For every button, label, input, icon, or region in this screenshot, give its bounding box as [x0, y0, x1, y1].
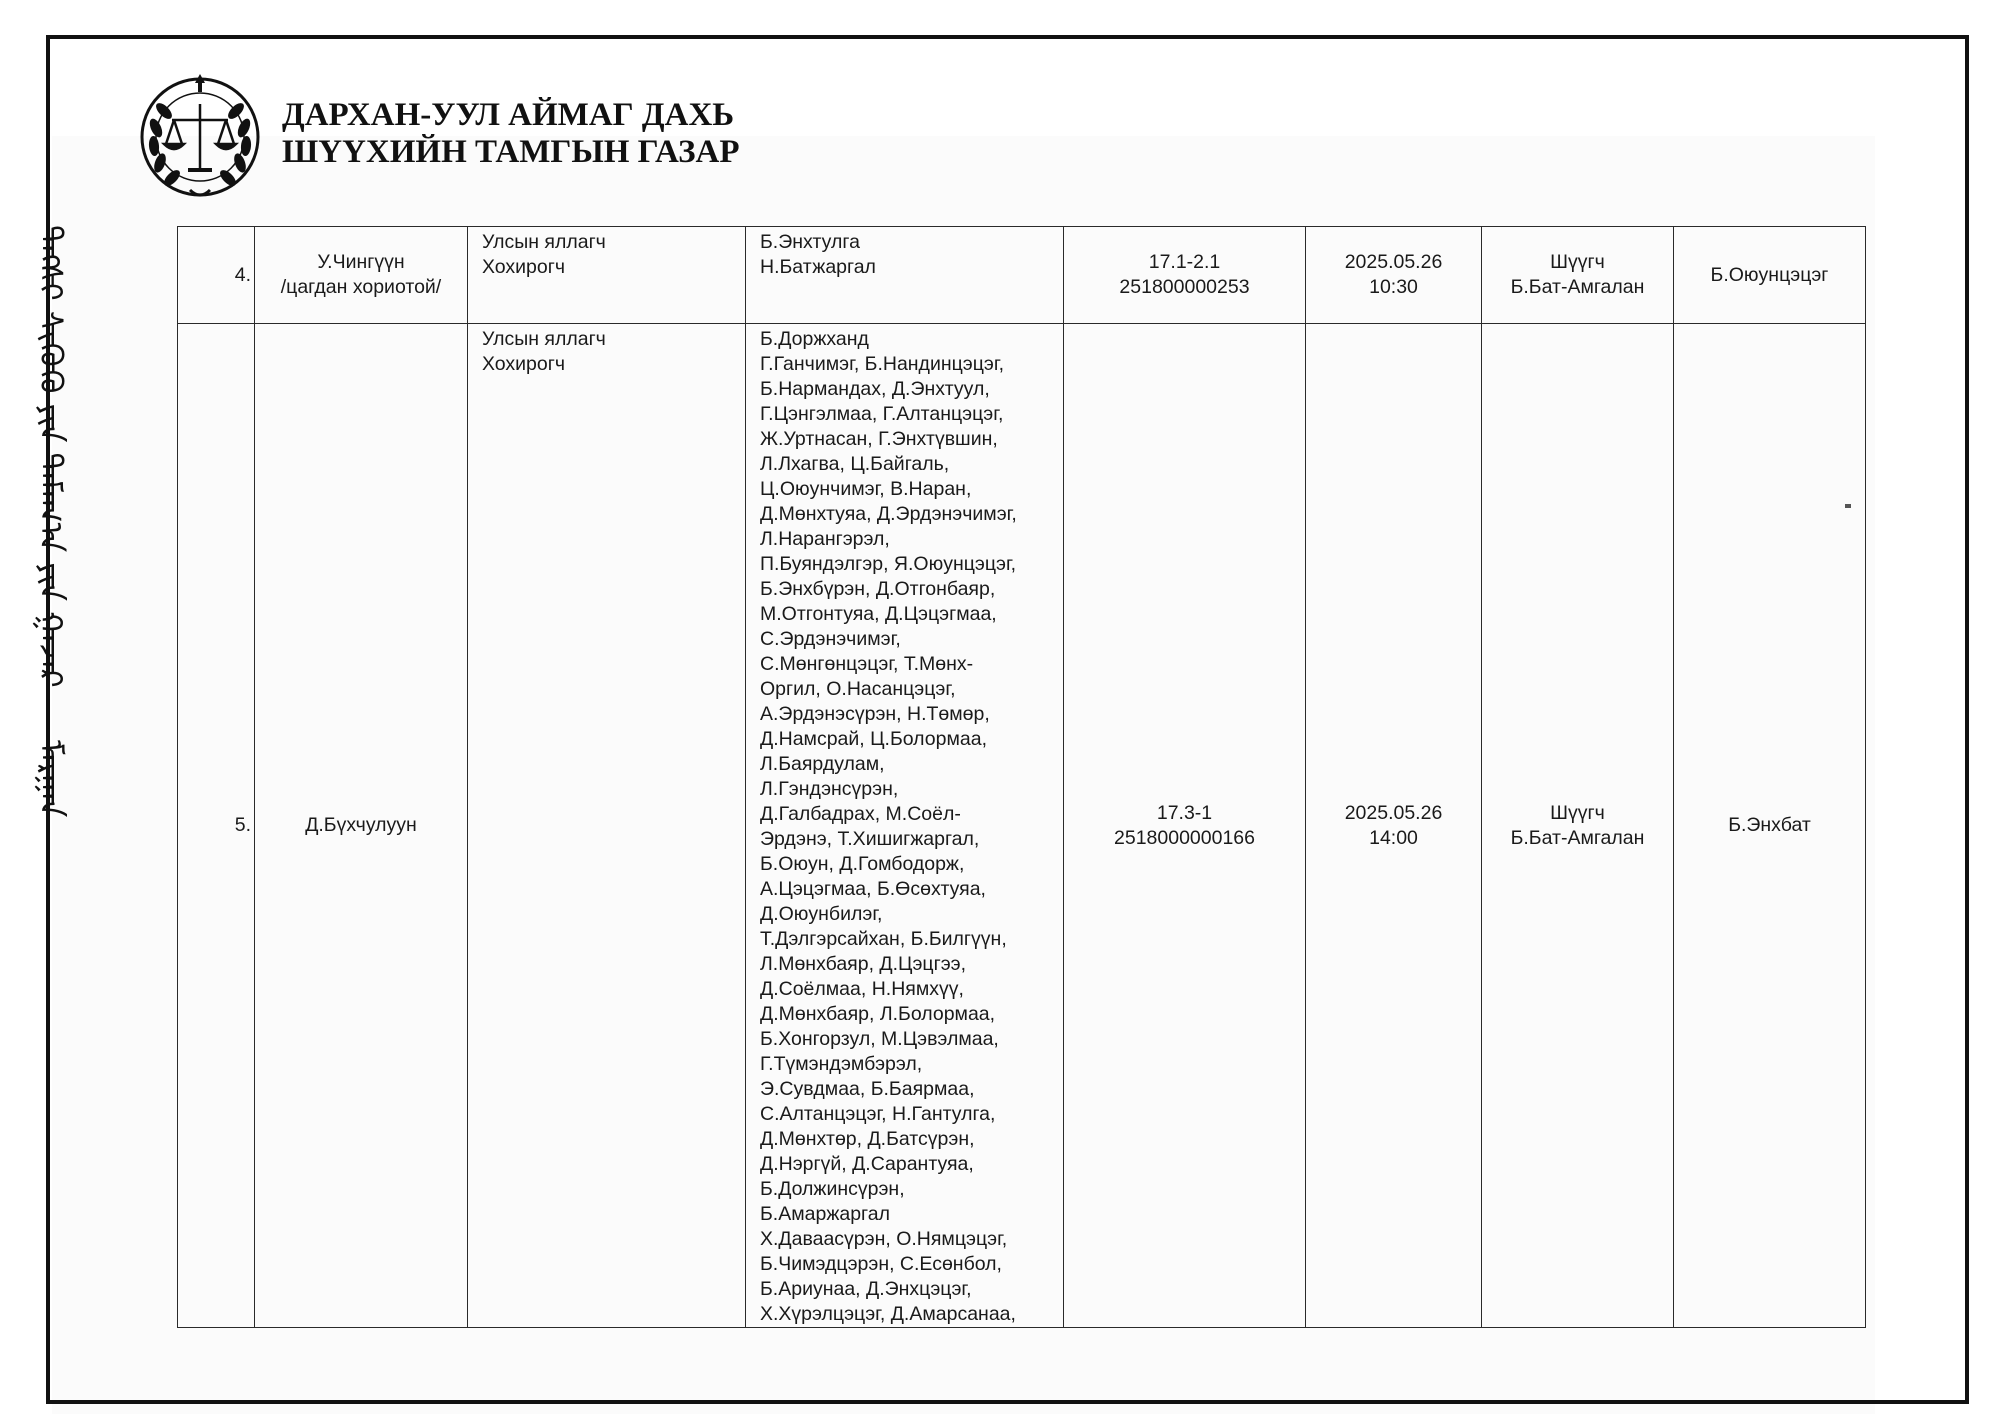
participant-line: Л.Баярдулам, — [760, 753, 885, 775]
hearing-time: 14:00 — [1369, 826, 1418, 849]
participant-line: С.Мөнгөнцэцэг, Т.Мөнх- — [760, 653, 974, 675]
participant-line: Г.Ганчимэг, Б.Нандинцэцэг, — [760, 353, 1004, 375]
mongolian-script-text: ᠲᠡᠭᠰᠢ ᠰᠢᠭᠦᠬᠦ ᠶᠢᠨ ᠲᠠᠮᠠᠭ᠎ᠠ ᠶᠢᠨ ᠭᠠᠵᠠᠷ — ᠮᠠᠷᠭᠠᠨ — [32, 225, 70, 818]
prosecutor-label: Улсын яллагч — [482, 328, 606, 350]
defendant-cell — [255, 324, 468, 1328]
participant-line: Д.Мөнхбаяр, Л.Болормаа, — [760, 1003, 996, 1025]
case-number: 251800000253 — [1119, 276, 1250, 298]
participant-line: Ц.Оюунчимэг, В.Наран, — [760, 478, 972, 500]
participant-line: Б.Чимэдцэрэн, С.Есөнбол, — [760, 1253, 1002, 1275]
participant-line: А.Цэцэгмаа, Б.Өсөхтуяа, — [760, 878, 986, 900]
judge-title: Шүүгч — [1550, 801, 1605, 824]
prosecutor-cell — [468, 324, 746, 1328]
participant-line: Б.Нармандах, Д.Энхтуул, — [760, 378, 990, 400]
participant-line: Б.Оюун, Д.Гомбодорж, — [760, 853, 965, 875]
judge-cell — [1482, 227, 1674, 324]
judge-title: Шүүгч — [1550, 251, 1605, 273]
law-article: 17.1-2.1 — [1148, 251, 1221, 273]
participant-line: Л.Нарангэрэл, — [760, 528, 890, 550]
participant-line: Эрдэнэ, Т.Хишигжаргал, — [760, 828, 980, 850]
defendant-name: Д.Бүхчулуун — [305, 814, 417, 836]
participant-line: Д.Галбадрах, М.Соёл- — [760, 803, 961, 825]
hearing-schedule-table — [177, 226, 1866, 1328]
law-article: 17.3-1 — [1156, 801, 1213, 824]
participant-line: Оргил, О.Насанцэцэг, — [760, 678, 956, 700]
row-number: 5. — [178, 324, 255, 1328]
secretary-cell — [1674, 324, 1866, 1328]
defendant-cell — [255, 227, 468, 324]
participant-line: Б.Доржханд — [760, 328, 869, 350]
participant-line: Н.Батжаргал — [760, 256, 876, 278]
participant-line: Л.Гэндэнсүрэн, — [760, 778, 899, 800]
hearing-datetime-cell — [1306, 324, 1482, 1328]
defendant-name: У.Чингүүн — [317, 251, 405, 273]
participant-line: Д.Соёлмаа, Н.Нямхүү, — [760, 978, 964, 1000]
court-title — [282, 97, 739, 171]
court-scales-emblem-icon — [138, 68, 262, 206]
secretary-name: Б.Оюунцэцэг — [1710, 263, 1829, 286]
participant-line: Г.Түмэндэмбэрэл, — [760, 1053, 923, 1075]
hearing-date: 2025.05.26 — [1344, 801, 1443, 824]
participant-line: Э.Сувдмаа, Б.Баярмаа, — [760, 1078, 975, 1100]
victim-label: Хохирогч — [482, 353, 566, 375]
prosecutor-cell — [468, 227, 746, 324]
table-row — [178, 227, 1866, 324]
participant-line: С.Эрдэнэчимэг, — [760, 628, 901, 650]
participant-line: Х.Хүрэлцэцэг, Д.Амарсанаа, — [760, 1303, 1016, 1325]
participant-line: Б.Ариунаа, Д.Энхцэцэг, — [760, 1278, 972, 1300]
participant-line: Б.Энхтулга — [760, 231, 860, 253]
court-title-line1: ДАРХАН-УУЛ АЙМАГ ДАХЬ — [282, 97, 735, 133]
participant-line: Б.Энхбүрэн, Д.Отгонбаяр, — [760, 578, 996, 600]
participant-line: Д.Намсрай, Ц.Болормаа, — [760, 728, 987, 750]
participant-line: А.Эрдэнэсүрэн, Н.Төмөр, — [760, 703, 990, 725]
participant-line: Л.Лхагва, Ц.Байгаль, — [760, 453, 950, 475]
hearing-date: 2025.05.26 — [1344, 251, 1443, 273]
defendant-status: /цагдан хориотой/ — [280, 276, 442, 298]
participant-line: Т.Дэлгэрсайхан, Б.Билгүүн, — [760, 928, 1007, 950]
participant-line: Д.Нэргүй, Д.Сарантуяа, — [760, 1153, 974, 1175]
prosecutor-label: Улсын яллагч — [482, 231, 606, 253]
participant-line: Б.Хонгорзул, М.Цэвэлмаа, — [760, 1028, 999, 1050]
judge-name: Б.Бат-Амгалан — [1510, 276, 1645, 298]
participant-line: Ж.Уртнасан, Г.Энхтүвшин, — [760, 428, 998, 450]
case-number-cell — [1064, 324, 1306, 1328]
case-number: 2518000000166 — [1114, 826, 1255, 849]
participant-line: Д.Мөнхтуяа, Д.Эрдэнэчимэг, — [760, 503, 1017, 525]
secretary-cell — [1674, 227, 1866, 324]
participant-line: Б.Должинсүрэн, — [760, 1178, 905, 1200]
participant-line: П.Буяндэлгэр, Я.Оюунцэцэг, — [760, 553, 1017, 575]
mongolian-script-margin — [26, 225, 76, 1145]
participant-line: Д.Оюунбилэг, — [760, 903, 883, 925]
secretary-name: Б.Энхбат — [1728, 814, 1811, 836]
participant-line: Д.Мөнхтөр, Д.Батсүрэн, — [760, 1128, 975, 1150]
judge-cell — [1482, 324, 1674, 1328]
case-number-cell — [1064, 227, 1306, 324]
victim-label: Хохирогч — [482, 256, 566, 278]
participants-cell — [746, 324, 1064, 1328]
hearing-time: 10:30 — [1369, 276, 1418, 298]
participant-line: М.Отгонтуяа, Д.Цэцэгмаа, — [760, 603, 997, 625]
participant-line: Г.Цэнгэлмаа, Г.Алтанцэцэг, — [760, 403, 1004, 425]
participant-line: Х.Даваасүрэн, О.Нямцэцэг, — [760, 1228, 1008, 1250]
court-title-line2: ШҮҮХИЙН ТАМГЫН ГАЗАР — [282, 134, 740, 170]
table-row — [178, 324, 1866, 1328]
judge-name: Б.Бат-Амгалан — [1510, 826, 1645, 849]
participant-line: Б.Амаржаргал — [760, 1203, 890, 1225]
participant-line: Л.Мөнхбаяр, Д.Цэцгээ, — [760, 953, 967, 975]
participant-line: С.Алтанцэцэг, Н.Гантулга, — [760, 1103, 996, 1125]
participants-cell — [746, 227, 1064, 324]
hearing-datetime-cell — [1306, 227, 1482, 324]
row-number: 4. — [178, 227, 255, 324]
